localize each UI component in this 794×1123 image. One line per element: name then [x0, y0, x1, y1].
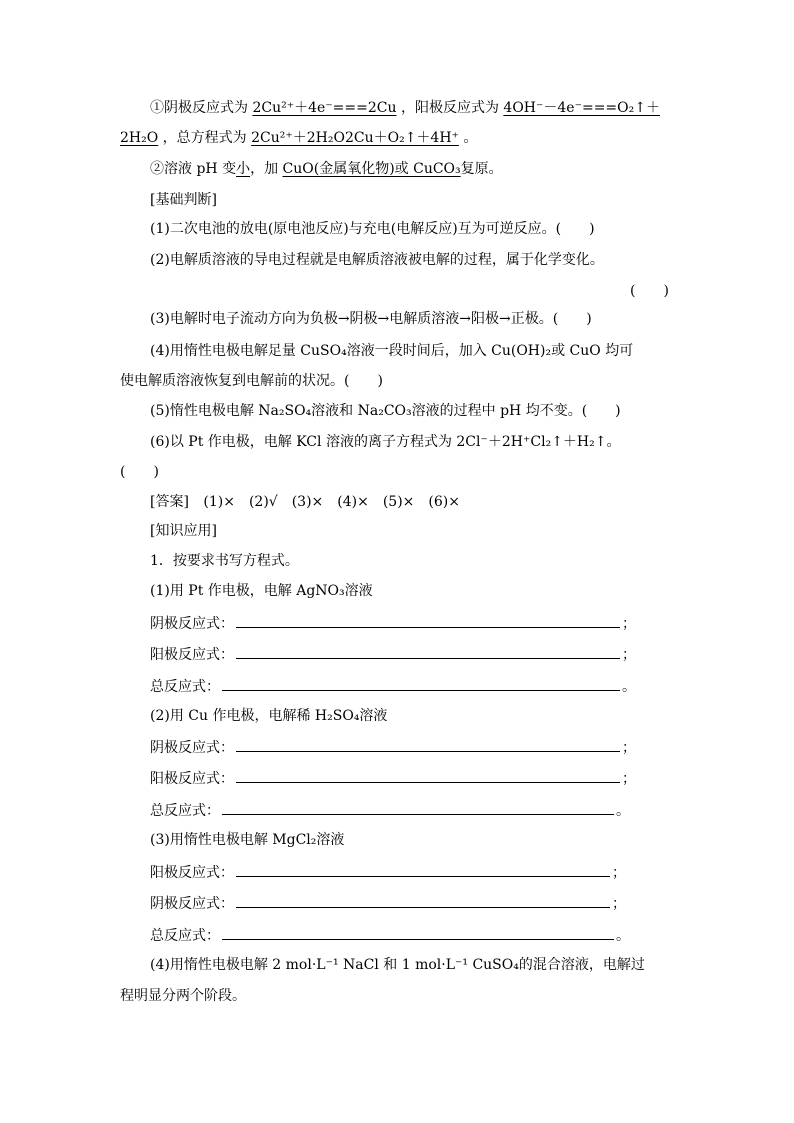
anode-label: 阳极反应式：	[150, 647, 234, 663]
period: 。	[616, 928, 630, 944]
semicolon: ；	[612, 865, 626, 881]
part2-anode-row	[150, 768, 636, 789]
judgment-q1: (1)二次电池的放电(原电池反应)与充电(电解反应)互为可逆反应。( )	[150, 221, 595, 237]
total-label: 总反应式：	[150, 803, 220, 819]
part3-anode-row	[150, 862, 626, 883]
answer-blank[interactable]	[222, 676, 620, 691]
part4-line1: (4)用惰性电极电解 2 mol·L⁻¹ NaCl 和 1 mol·L⁻¹ CuSO₄的混合溶液，电解过	[150, 957, 645, 973]
answer-blank[interactable]	[236, 644, 620, 659]
item1-anode-equation-cont: 2H₂O	[120, 130, 159, 146]
total-label: 总反应式：	[150, 679, 220, 695]
part1-anode-row	[150, 644, 636, 665]
semicolon: ；	[622, 771, 636, 787]
item1-end: 。	[463, 130, 478, 146]
semicolon: ；	[622, 740, 636, 756]
semicolon: ；	[612, 896, 626, 912]
cathode-label: 阴极反应式：	[150, 896, 234, 912]
cathode-label: 阴极反应式：	[150, 740, 234, 756]
item2-ph-small: 小	[236, 161, 251, 177]
judgment-q5: (5)惰性电极电解 Na₂SO₄溶液和 Na₂CO₃溶液的过程中 pH 均不变。( )	[150, 403, 621, 419]
part3-total-row	[150, 925, 630, 946]
item1-line2	[120, 128, 477, 148]
semicolon: ；	[622, 616, 636, 632]
semicolon: ；	[622, 647, 636, 663]
part1-cathode-row	[150, 613, 636, 634]
answer-label: [答案]	[150, 494, 189, 510]
knowledge-heading: [知识应用]	[150, 523, 217, 539]
item2-restore-reagent: CuO(金属氧化物)或 CuCO₃	[282, 161, 461, 177]
answer-blank[interactable]	[236, 862, 610, 877]
judgment-q6-line1: (6)以 Pt 作电极，电解 KCl 溶液的离子方程式为 2Cl⁻＋2H⁺Cl₂↑＋H₂↑。	[150, 434, 621, 450]
knowledge-task: 1．按要求书写方程式。	[150, 553, 299, 569]
answer-blank[interactable]	[236, 893, 610, 908]
item1-anode-equation: 4OH⁻－4e⁻===O₂↑＋	[503, 100, 660, 116]
part2-total-row	[150, 800, 630, 821]
part3-title: (3)用惰性电极电解 MgCl₂溶液	[150, 832, 345, 848]
judgment-q6-line2: ( )	[120, 464, 159, 480]
item1-cathode-equation: 2Cu²⁺＋4e⁻===2Cu	[252, 100, 397, 116]
answer-blank[interactable]	[222, 925, 614, 940]
answer-blank[interactable]	[236, 737, 620, 752]
cathode-label: 阴极反应式：	[150, 616, 234, 632]
item2-text-a: ②溶液 pH 变	[150, 161, 237, 177]
answer-blank[interactable]	[236, 768, 620, 783]
part2-title: (2)用 Cu 作电极，电解稀 H₂SO₄溶液	[150, 708, 388, 724]
answer-values: (1)× (2)√ (3)× (4)× (5)× (6)×	[203, 494, 460, 510]
part1-title: (1)用 Pt 作电极，电解 AgNO₃溶液	[150, 583, 373, 599]
item2-text-b: ，加	[250, 161, 283, 177]
item1-cathode-label: ①阴极反应式为	[150, 100, 248, 116]
judgment-q2-paren: ( )	[630, 283, 669, 299]
judgment-q4-line2: 使电解质溶液恢复到电解前的状况。( )	[120, 373, 383, 389]
part1-total-row	[150, 676, 636, 697]
answer-line	[150, 492, 460, 512]
period: 。	[622, 679, 636, 695]
answer-blank[interactable]	[222, 800, 614, 815]
item1-anode-label: ，阳极反应式为	[400, 100, 499, 116]
anode-label: 阳极反应式：	[150, 771, 234, 787]
item2-text-c: 复原。	[460, 161, 503, 177]
anode-label: 阳极反应式：	[150, 865, 234, 881]
total-label: 总反应式：	[150, 928, 220, 944]
part3-cathode-row	[150, 893, 626, 914]
item1-line1	[150, 98, 660, 118]
judgment-q2: (2)电解质溶液的导电过程就是电解质溶液被电解的过程，属于化学变化。	[150, 252, 604, 268]
part4-line2: 程明显分两个阶段。	[120, 988, 246, 1004]
judgment-q3: (3)电解时电子流动方向为负极→阴极→电解质溶液→阳极→正极。( )	[150, 311, 592, 327]
basic-judgment-heading: [基础判断]	[150, 192, 217, 208]
judgment-q4-line1: (4)用惰性电极电解足量 CuSO₄溶液一段时间后，加入 Cu(OH)₂或 CuO 均可	[150, 343, 634, 359]
item1-total-equation: 2Cu²⁺＋2H₂O2Cu＋O₂↑＋4H⁺	[251, 130, 459, 146]
period: 。	[616, 803, 630, 819]
item2-line	[150, 159, 503, 179]
item1-total-label: ，总方程式为	[162, 130, 247, 146]
part2-cathode-row	[150, 737, 636, 758]
answer-blank[interactable]	[236, 613, 620, 628]
